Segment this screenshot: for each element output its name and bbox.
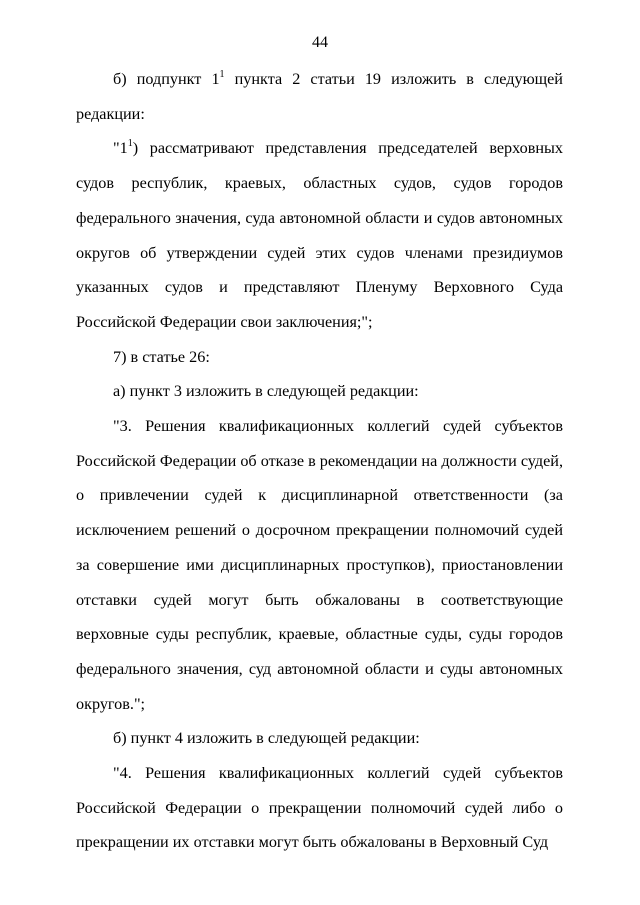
paragraph-text: пункта 2 статьи 19 изложить в следующей редакции: — [76, 70, 563, 123]
paragraph-quote-1-1 — [76, 131, 563, 339]
superscript: 1 — [219, 68, 225, 80]
page-number: 44 — [312, 34, 328, 51]
paragraph-text: "1 — [113, 139, 128, 158]
superscript: 1 — [127, 138, 133, 150]
paragraph-quote-3: "3. Решения квалификационных коллегий судей субъектов Российской Федерации об отказе в рекомендации на должности судей, о привлечении судей к дисциплинарной ответственности (за исключением решений о досрочном прекращении полномочий судей за совершение ими дисциплинарных проступков), приостановлении отставки судей могут быть обжалованы в соответствующие верховные суды республик, краевые, областные суды, суды городов федерального значения, суд автономной области и суды автономных округов."; — [76, 417, 563, 713]
document-body — [76, 62, 563, 860]
paragraph-text: ) рассматривают представления председателей верховных судов республик, краевых, областных судов, судов городов федерального значения, суда автономной области и судов автономных округов об утверждении судей этих судов членами президиумов указанных судов и представляют Пленуму Верховного Суда Российской Федерации свои заключения;"; — [76, 139, 563, 331]
paragraph-item-a: а) пункт 3 изложить в следующей редакции: — [113, 382, 419, 401]
paragraph-text: б) подпункт 1 — [113, 70, 220, 88]
paragraph-quote-4: "4. Решения квалификационных коллегий судей субъектов Российской Федерации о прекращении полномочий судей либо о прекращении их отставки могут быть обжалованы в Верховный Суд — [76, 764, 563, 852]
paragraph-item-b: б) пункт 4 изложить в следующей редакции: — [113, 729, 420, 748]
paragraph-subitem-b — [76, 62, 563, 131]
paragraph-article-26: 7) в статье 26: — [113, 347, 210, 366]
